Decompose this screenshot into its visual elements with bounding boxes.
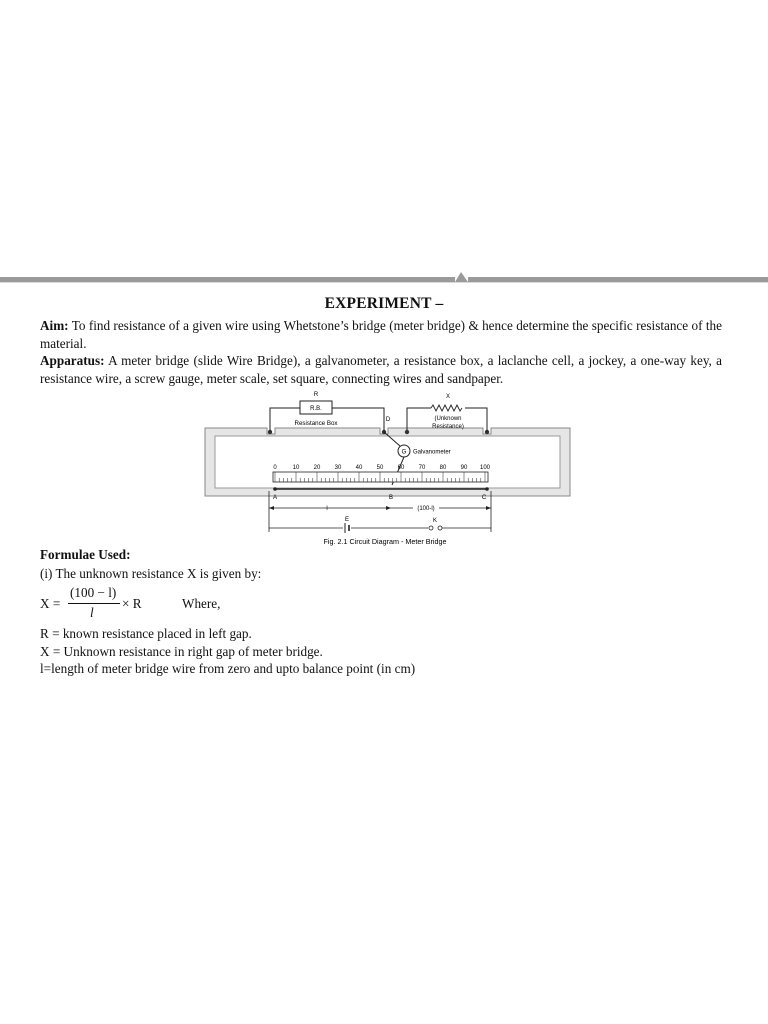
label-X: X: [445, 394, 451, 400]
label-unknown-1: (Unknown: [434, 416, 462, 422]
figure-caption: Fig. 2.1 Circuit Diagram - Meter Bridge: [323, 537, 447, 546]
aim-paragraph: [40, 317, 722, 352]
apparatus-label: Apparatus:: [40, 353, 105, 368]
label-E: E: [344, 517, 350, 523]
scale-label: 90: [460, 465, 468, 471]
formula-times-r: × R: [122, 596, 142, 611]
label-RB: R.B.: [310, 406, 322, 412]
label-D: D: [385, 417, 391, 423]
formula-intro: (i) The unknown resistance X is given by:: [40, 566, 262, 581]
label-G: G: [401, 449, 407, 456]
definition-l: l=length of meter bridge wire from zero and upto balance point (in cm): [40, 661, 416, 676]
label-K: K: [432, 518, 438, 524]
label-R: R: [313, 392, 319, 398]
key-contact-2: [438, 526, 442, 530]
apparatus-paragraph: [40, 352, 722, 387]
scale-label: 70: [418, 465, 426, 471]
page-separator: [0, 268, 768, 284]
label-100-l: (100-l): [417, 506, 435, 512]
label-B: B: [388, 495, 394, 501]
label-unknown-2: Resistance): [432, 424, 464, 430]
scale-label: 50: [376, 465, 384, 471]
label-C: C: [481, 495, 487, 501]
fraction-bar: [68, 603, 120, 604]
aim-label: Aim:: [40, 318, 69, 333]
formula-where: Where,: [182, 596, 221, 611]
scale-label: 20: [313, 465, 321, 471]
label-A: A: [272, 495, 278, 501]
key-contact-1: [429, 526, 433, 530]
definition-r: R = known resistance placed in left gap.: [40, 626, 252, 641]
scale-label: 40: [355, 465, 363, 471]
label-galvanometer: Galvanometer: [413, 449, 451, 456]
resistance-formula: [40, 585, 260, 625]
scale-label: 10: [292, 465, 300, 471]
scale-label: 60: [397, 465, 405, 471]
scale-label: 80: [439, 465, 447, 471]
label-l: l: [326, 506, 328, 512]
scale-label: 30: [334, 465, 342, 471]
formulae-heading: Formulae Used:: [40, 547, 131, 562]
definition-x: X = Unknown resistance in right gap of meter bridge.: [40, 644, 323, 659]
formula-denominator: l: [90, 605, 94, 620]
apparatus-text: A meter bridge (slide Wire Bridge), a galvanometer, a resistance box, a laclanche cell, a jockey, a one-way key, a resistance wire, a screw gauge, meter scale, set square, connecting wires and sandpaper.: [40, 353, 722, 386]
formula-lhs: X =: [40, 596, 61, 611]
formula-numerator: (100 − l): [70, 585, 117, 600]
scale-label: 100: [479, 465, 491, 471]
scale-label: 0: [273, 465, 277, 471]
meter-bridge-diagram: [195, 388, 580, 548]
label-resistance-box: Resistance Box: [294, 420, 338, 427]
unknown-resistor-zigzag: [431, 405, 462, 411]
experiment-title: EXPERIMENT –: [324, 295, 444, 312]
aim-text: To find resistance of a given wire using Whetstone’s bridge (meter bridge) & hence determine the specific resistance of the material.: [40, 318, 722, 351]
